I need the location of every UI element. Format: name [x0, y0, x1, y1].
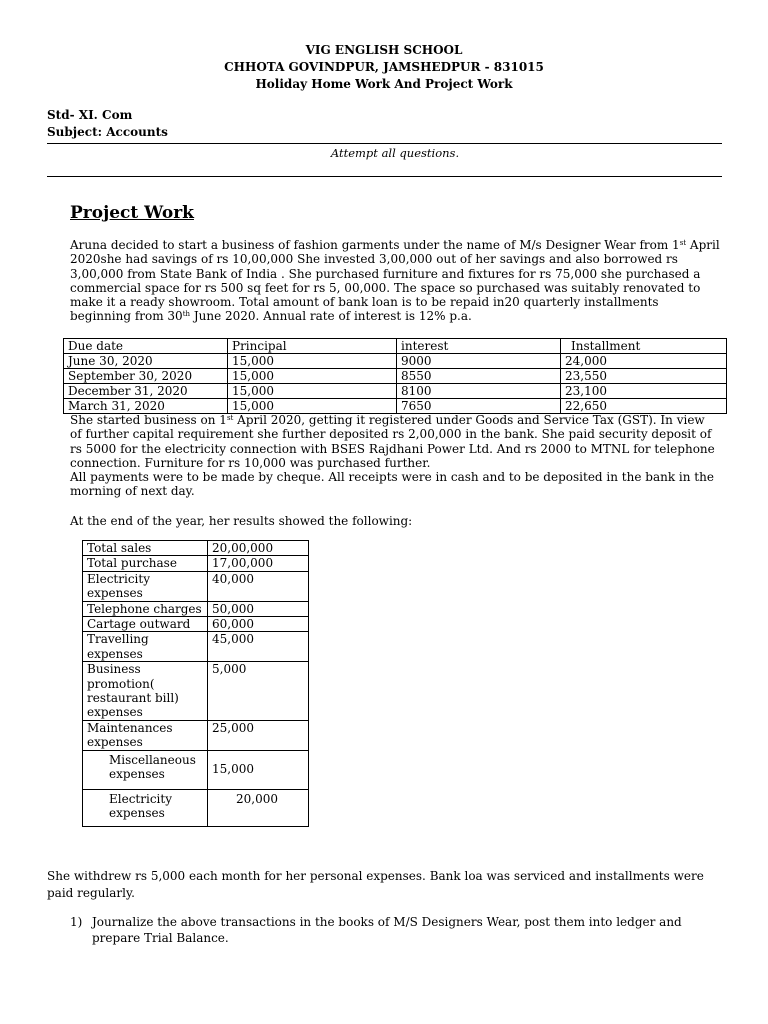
table-cell: 7650	[397, 399, 561, 414]
closing-paragraph: She withdrew rs 5,000 each month for her personal expenses. Bank loa was serviced and installments were paid regularly.	[47, 869, 704, 900]
table-cell: Cartage outward	[83, 617, 208, 632]
table-cell: September 30, 2020	[64, 369, 228, 384]
results-table	[82, 540, 309, 827]
table-cell: 8100	[397, 384, 561, 399]
table-row	[64, 354, 727, 369]
table-cell: Electricity expenses	[83, 571, 208, 601]
table-cell: Total purchase	[83, 556, 208, 571]
header-cell: interest	[397, 339, 561, 354]
intro-text-1: Aruna decided to start a business of fashion garments under the name of M/s Designer Wear from 1	[70, 238, 680, 252]
divider-top	[47, 143, 722, 144]
table-cell: 24,000	[561, 354, 727, 369]
school-address: CHHOTA GOVINDPUR, JAMSHEDPUR - 831015	[224, 60, 544, 74]
table-cell: Maintenances expenses	[83, 720, 208, 750]
intro-paragraph	[70, 238, 720, 324]
table-cell: 17,00,000	[208, 556, 309, 571]
business-paragraph	[70, 413, 720, 470]
table-cell: 9000	[397, 354, 561, 369]
business-sup: st	[226, 414, 234, 422]
table-cell: 5,000	[208, 662, 309, 721]
table-cell: Miscellaneous expenses	[83, 750, 208, 789]
business-text-2: April 2020, getting it registered under Goods and Service Tax (GST). In view of further capital requirement she further deposited rs 2,00,000 in the bank. She paid security deposit of rs 5000 for the electricity connection with BSES Rajdhani Power Ltd. And rs 2000 to MTNL for telephone connection. Furniture for rs 10,000 was purchased further.	[70, 413, 715, 470]
table-cell: 45,000	[208, 632, 309, 662]
table-cell: Total sales	[83, 541, 208, 556]
table-row	[83, 750, 309, 789]
question-number: 1)	[70, 915, 83, 929]
header-cell: Installment	[561, 339, 727, 354]
table-cell: Telephone charges	[83, 601, 208, 616]
table-header-row	[64, 339, 727, 354]
question-list	[70, 914, 730, 946]
intro-text-2: April 2020she had savings of rs 10,00,000 She invested 3,00,000 out of her savings and also borrowed rs 3,00,000 from State Bank of India . She purchased furniture and fixtures for rs 75,000 she purchased a commercial space for rs 500 sq feet for rs 5, 00,000. The space so purchased was suitably renovated to make it a ready showroom. Total amount of bank loan is to be repaid in20 quarterly installments beginning from 30	[70, 238, 720, 324]
intro-sup-2: th	[182, 310, 191, 319]
table-row	[83, 556, 309, 571]
table-row	[64, 369, 727, 384]
loan-schedule-table	[63, 338, 727, 414]
table-cell: 15,000	[228, 369, 397, 384]
table-cell: 23,550	[561, 369, 727, 384]
table-cell: December 31, 2020	[64, 384, 228, 399]
table-cell: 40,000	[208, 571, 309, 601]
table-cell: 23,100	[561, 384, 727, 399]
school-name: VIG ENGLISH SCHOOL	[305, 43, 463, 57]
table-cell: March 31, 2020	[64, 399, 228, 414]
std-label: Std- XI. Com	[47, 108, 133, 122]
table-row	[83, 662, 309, 721]
table-cell: 20,00,000	[208, 541, 309, 556]
table-cell: 8550	[397, 369, 561, 384]
table-row	[83, 632, 309, 662]
table-cell: Business promotion( restaurant bill) expenses	[83, 662, 208, 721]
question-text: Journalize the above transactions in the books of M/S Designers Wear, post them into ledger and prepare Trial Balance.	[92, 915, 682, 945]
table-row	[83, 601, 309, 616]
table-row	[83, 720, 309, 750]
instruction: Attempt all questions.	[330, 146, 460, 160]
table-cell: 22,650	[561, 399, 727, 414]
subject-label: Subject: Accounts	[47, 125, 168, 139]
business-text-1: She started business on 1	[70, 413, 227, 427]
doc-subtitle: Holiday Home Work And Project Work	[255, 77, 513, 91]
table-cell: 60,000	[208, 617, 309, 632]
section-title: Project Work	[70, 203, 194, 223]
table-row	[83, 541, 309, 556]
table-cell: 15,000	[228, 399, 397, 414]
table-cell: June 30, 2020	[64, 354, 228, 369]
table-cell: Electricity expenses	[83, 789, 208, 826]
table-row	[64, 399, 727, 414]
divider-bottom	[47, 176, 722, 177]
header-cell: Principal	[228, 339, 397, 354]
header	[0, 42, 768, 93]
table-cell: 50,000	[208, 601, 309, 616]
table-cell: Travelling expenses	[83, 632, 208, 662]
payments-paragraph: All payments were to be made by cheque. All receipts were in cash and to be deposited in the bank in the morning of next day.	[70, 470, 714, 499]
table-row	[83, 617, 309, 632]
table-row	[83, 789, 309, 826]
table-cell: 15,000	[208, 750, 309, 789]
table-cell: 20,000	[208, 789, 309, 826]
results-intro: At the end of the year, her results showed the following:	[70, 514, 413, 528]
header-cell: Due date	[64, 339, 228, 354]
table-cell: 15,000	[228, 354, 397, 369]
intro-text-3: June 2020. Annual rate of interest is 12% p.a.	[190, 309, 472, 324]
table-row	[64, 384, 727, 399]
table-cell: 25,000	[208, 720, 309, 750]
intro-sup-1: st	[679, 239, 687, 247]
table-cell: 15,000	[228, 384, 397, 399]
table-row	[83, 571, 309, 601]
